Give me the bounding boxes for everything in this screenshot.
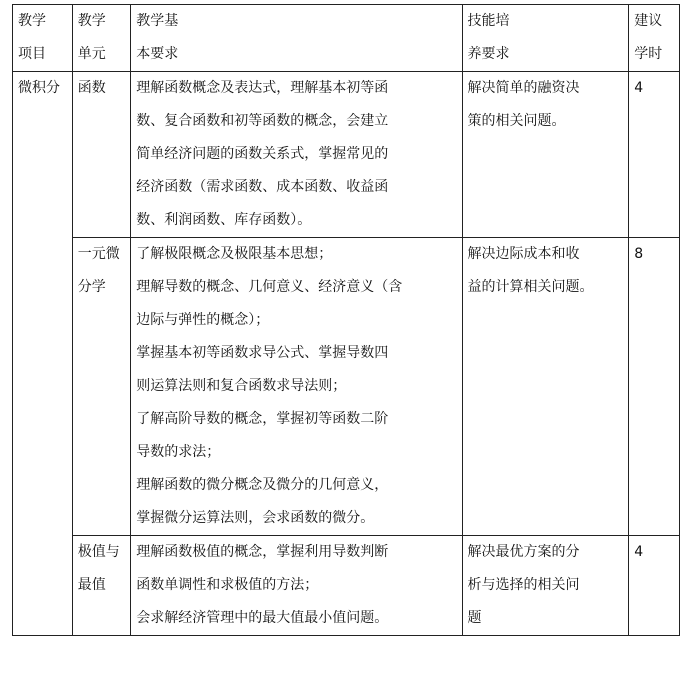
hours-cell: 4 bbox=[629, 536, 680, 636]
header-text: 本要求 bbox=[136, 46, 179, 62]
requirement-line: 数、复合函数和初等函数的概念，会建立 bbox=[136, 113, 389, 129]
unit-text: 极值与 bbox=[77, 544, 120, 560]
requirement-line: 数、利润函数、库存函数）。 bbox=[136, 212, 312, 228]
requirement-line: 掌握基本初等函数求导公式、掌握导数四 bbox=[136, 345, 389, 361]
header-text: 项目 bbox=[18, 46, 46, 62]
requirement-cell bbox=[131, 238, 462, 536]
header-skill bbox=[462, 5, 629, 72]
skill-line: 策的相关问题。 bbox=[467, 113, 566, 129]
header-text: 学时 bbox=[634, 46, 663, 62]
skill-cell bbox=[462, 238, 629, 536]
header-requirement bbox=[131, 5, 462, 72]
header-text: 教学 bbox=[77, 13, 106, 29]
requirement-cell bbox=[131, 72, 462, 238]
project-cell bbox=[13, 238, 73, 536]
header-unit bbox=[72, 5, 131, 72]
hours-cell: 8 bbox=[629, 238, 680, 536]
unit-text: 分学 bbox=[77, 279, 106, 295]
skill-line: 益的计算相关问题。 bbox=[467, 279, 594, 295]
requirement-line: 导数的求法； bbox=[136, 444, 221, 460]
requirement-line: 函数单调性和求极值的方法； bbox=[136, 577, 319, 593]
unit-cell bbox=[72, 238, 131, 536]
header-text: 技能培 bbox=[467, 13, 510, 29]
unit-cell bbox=[72, 536, 131, 636]
requirement-line: 了解极限概念及极限基本思想； bbox=[136, 246, 333, 262]
unit-text: 最值 bbox=[77, 577, 106, 593]
header-text: 教学基 bbox=[136, 13, 179, 29]
requirement-line: 会求解经济管理中的最大值最小值问题。 bbox=[136, 610, 389, 626]
skill-line: 解决简单的融资决 bbox=[467, 80, 580, 96]
requirement-line: 理解导数的概念、几何意义、经济意义（含 bbox=[136, 279, 403, 295]
unit-text: 一元微 bbox=[77, 246, 120, 262]
table-row bbox=[13, 72, 680, 238]
unit-cell bbox=[72, 72, 131, 238]
header-text: 教学 bbox=[18, 13, 46, 29]
header-text: 单元 bbox=[77, 46, 106, 62]
requirement-line: 简单经济问题的函数关系式，掌握常见的 bbox=[136, 146, 389, 162]
skill-line: 解决最优方案的分 bbox=[467, 544, 580, 560]
requirement-line: 掌握微分运算法则，会求函数的微分。 bbox=[136, 510, 375, 526]
requirement-line: 了解高阶导数的概念，掌握初等函数二阶 bbox=[136, 411, 389, 427]
requirement-line: 则运算法则和复合函数求导法则； bbox=[136, 378, 347, 394]
header-text: 建议 bbox=[634, 13, 663, 29]
table-header-row bbox=[13, 5, 680, 72]
requirement-cell bbox=[131, 536, 462, 636]
skill-line: 题 bbox=[467, 610, 482, 626]
header-text: 养要求 bbox=[467, 46, 510, 62]
skill-line: 解决边际成本和收 bbox=[467, 246, 580, 262]
table-row bbox=[13, 238, 680, 536]
skill-cell bbox=[462, 536, 629, 636]
hours-cell: 4 bbox=[629, 72, 680, 238]
project-cell bbox=[13, 536, 73, 636]
header-hours bbox=[629, 5, 680, 72]
table-row bbox=[13, 536, 680, 636]
skill-cell bbox=[462, 72, 629, 238]
skill-line: 析与选择的相关问 bbox=[467, 577, 580, 593]
requirement-line: 理解函数概念及表达式，理解基本初等函 bbox=[136, 80, 389, 96]
unit-text: 函数 bbox=[77, 80, 106, 96]
curriculum-table bbox=[12, 4, 680, 636]
requirement-line: 经济函数（需求函数、成本函数、收益函 bbox=[136, 179, 389, 195]
header-project bbox=[13, 5, 73, 72]
requirement-line: 理解函数的微分概念及微分的几何意义， bbox=[136, 477, 389, 493]
project-cell: 微积分 bbox=[13, 72, 73, 238]
requirement-line: 边际与弹性的概念）； bbox=[136, 312, 270, 328]
requirement-line: 理解函数极值的概念，掌握利用导数判断 bbox=[136, 544, 389, 560]
